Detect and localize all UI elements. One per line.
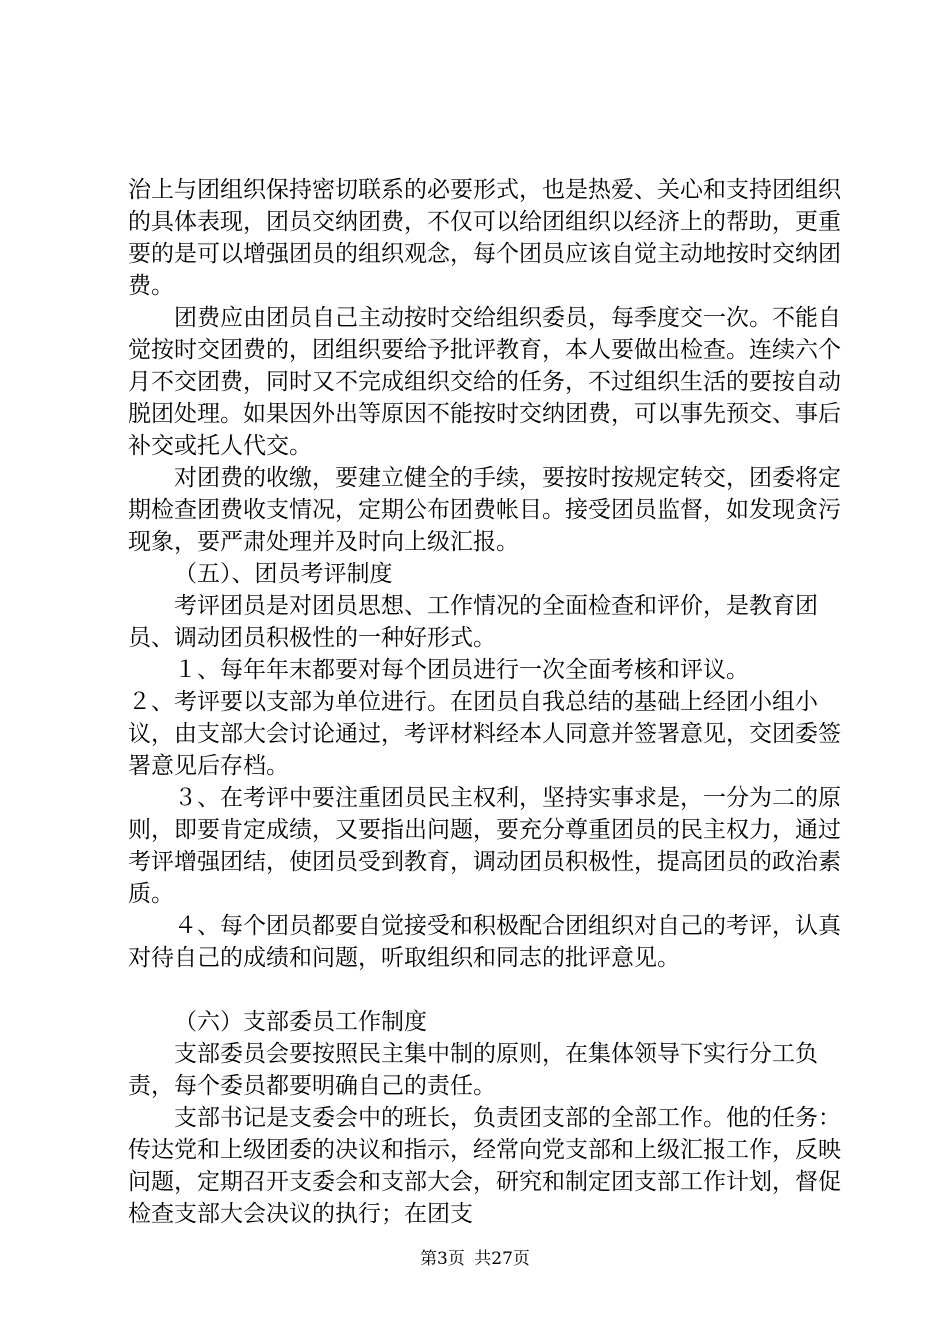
list-item-4: ４、每个团员都要自觉接受和积极配合团组织对自己的考评，认真对待自己的成绩和问题，听取组织和同志的批评意见。 xyxy=(128,913,841,971)
list-item-3: ３、在考评中要注重团员民主权利，坚持实事求是，一分为二的原则，即要肯定成绩，又要指出问题，要充分尊重团员的民主权力，通过考评增强团结，使团员受到教育，调动团员积极性，提高团员的政治素质。 xyxy=(128,785,841,907)
paragraph-fee-collection: 对团费的收缴，要建立健全的手续，要按时按规定转交，团委将定期检查团费收支情况，定期公布团费帐目。接受团员监督，如发现贪污现象，要严肃处理并及时向上级汇报。 xyxy=(128,465,841,555)
section-heading-evaluation: （五）、团员考评制度 xyxy=(174,561,393,587)
paragraph-secretary-duties: 支部书记是支委会中的班长，负责团支部的全部工作。他的任务：传达党和上级团委的决议和指示，经常向党支部和上级汇报工作，反映问题，定期召开支委会和支部大会，研究和制定团支部工作计划，督促检查支部大会决议的执行；在团支 xyxy=(128,1105,841,1227)
page-total: 共27页 xyxy=(474,1249,530,1269)
paragraph-continuation: 治上与团组织保持密切联系的必要形式，也是热爱、关心和支持团组织的具体表现，团员交纳团费，不仅可以给团组织以经济上的帮助，更重要的是可以增强团员的组织观念，每个团员应该自觉主动地按时交纳团费。 xyxy=(128,177,841,299)
paragraph-membership-fee: 团费应由团员自己主动按时交给组织委员，每季度交一次。不能自觉按时交团费的，团组织要给予批评教育，本人要做出检查。连续六个月不交团费，同时又不完成组织交给的任务，不过组织生活的要按自动脱团处理。如果因外出等原因不能按时交纳团费，可以事先预交、事后补交或托人代交。 xyxy=(128,305,841,459)
list-item-2: ２、考评要以支部为单位进行。在团员自我总结的基础上经团小组小议，由支部大会讨论通过，考评材料经本人同意并签署意见，交团委签署意见后存档。 xyxy=(128,689,841,779)
section-heading-committee: （六）支部委员工作制度 xyxy=(174,1009,427,1035)
paragraph-evaluation-intro: 考评团员是对团员思想、工作情况的全面检查和评价，是教育团员、调动团员积极性的一种好形式。 xyxy=(128,593,818,651)
page-number: 第3页 xyxy=(420,1249,465,1269)
page-footer xyxy=(0,1244,950,1269)
paragraph-spacer xyxy=(128,974,848,1006)
paragraph-committee-intro: 支部委员会要按照民主集中制的原则，在集体领导下实行分工负责，每个委员都要明确自己的责任。 xyxy=(128,1041,818,1099)
list-item-1: １、每年年末都要对每个团员进行一次全面考核和评议。 xyxy=(174,657,749,683)
document-body xyxy=(128,174,848,1230)
